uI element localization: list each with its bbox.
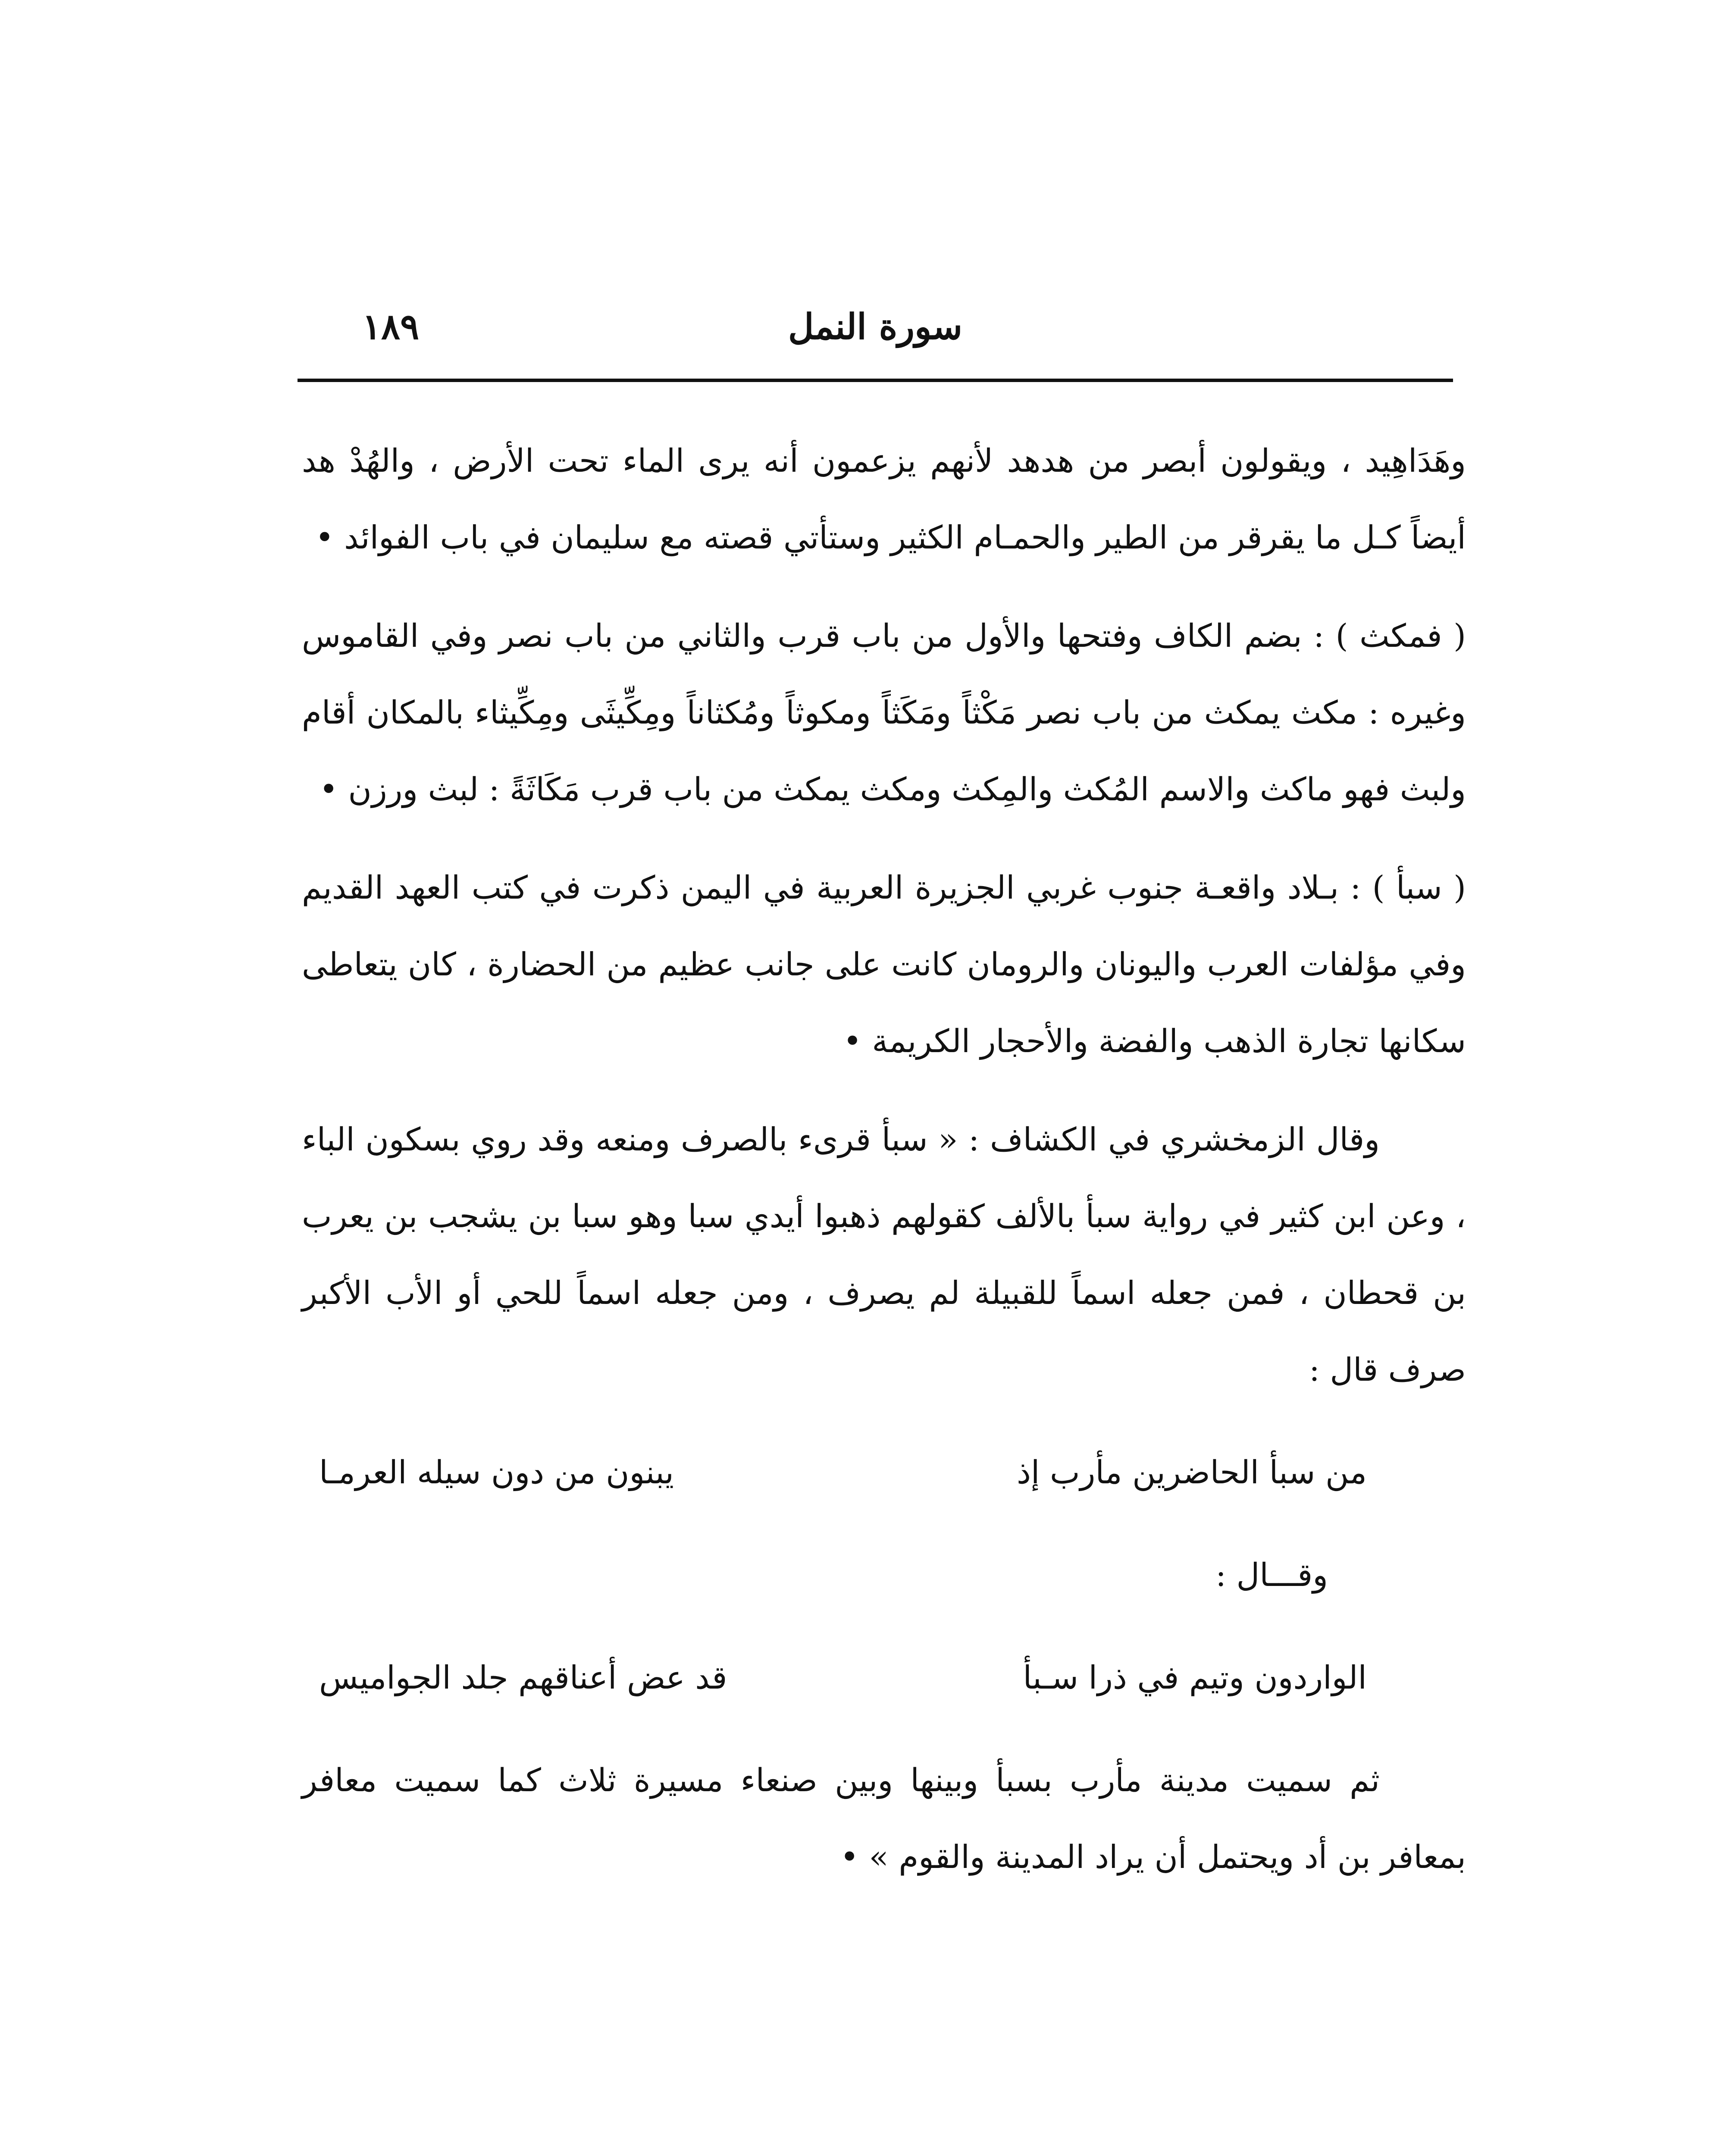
- verse-first-hemistich: الواردون وتيم في ذرا سـبأ: [1023, 1659, 1367, 1696]
- verse-second-hemistich: قد عض أعناقهم جلد الجواميس: [319, 1659, 727, 1696]
- paragraph-makath: ( فمكث ) : بضم الكاف وفتحها والأول من باب قرب والثاني من باب نصر وفي القاموس وغيره : مكث يمكث من باب نصر مَكْثاً ومَكَثاً ومكوثاً ومُكثاناً ومِكِّيثَى ومِكِّيثاء بالمكان أقام ولبث فهو ماكث والاسم المُكث والمِكث ومكث يمكث من باب قرب مَكَاثَةً : لبث ورزن •: [302, 617, 1466, 808]
- paragraph-zamakhshari: وقال الزمخشري في الكشاف : « سبأ قرىء بالصرف ومنعه وقد روي بسكون الباء ، وعن ابن كثير في رواية سبأ بالألف كقولهم ذهبوا أيدي سبا وهو سبا بن يشجب بن يعرب بن قحطان ، فمن جعله اسماً للقبيلة لم يصرف ، ومن جعله اسماً للحي أو الأب الأكبر صرف قال :: [302, 1121, 1466, 1388]
- verse-first-hemistich: من سبأ الحاضرين مأرب إذ: [1016, 1454, 1367, 1491]
- poem-verse-2: [302, 1639, 1466, 1716]
- running-title: سورة النمل: [788, 306, 963, 348]
- paragraph-marib: ثم سميت مدينة مأرب بسبأ وبينها وبين صنعاء مسيرة ثلاث كما سميت معافر بمعافر بن أد ويحتمل أن يراد المدينة والقوم » •: [302, 1762, 1466, 1876]
- verse-second-hemistich: يبنون من دون سيله العرمـا: [319, 1454, 674, 1491]
- paragraph-saba: ( سبأ ) : بـلاد واقعـة جنوب غربي الجزيرة العربية في اليمن ذكرت في كتب العهد القديم وفي مؤلفات العرب واليونان والرومان كانت على جانب عظيم من الحضارة ، كان يتعاطى سكانها تجارة الذهب والفضة والأحجار الكريمة •: [302, 869, 1466, 1060]
- verse-intro: وقـــال :: [1215, 1557, 1328, 1594]
- paragraph-hoopoe: وهَدَاهِيد ، ويقولون أبصر من هدهد لأنهم يزعمون أنه يرى الماء تحت الأرض ، والهُدْ هد أيضاً كـل ما يقرقر من الطير والحمـام الكثير وستأتي قصته مع سليمان في باب الفوائد •: [302, 442, 1466, 556]
- poem-verse-1: [302, 1434, 1466, 1511]
- body-text: [302, 423, 1466, 1917]
- header-rule: [298, 379, 1453, 382]
- page-header: [298, 298, 1453, 371]
- page-number: ١٨٩: [362, 306, 420, 348]
